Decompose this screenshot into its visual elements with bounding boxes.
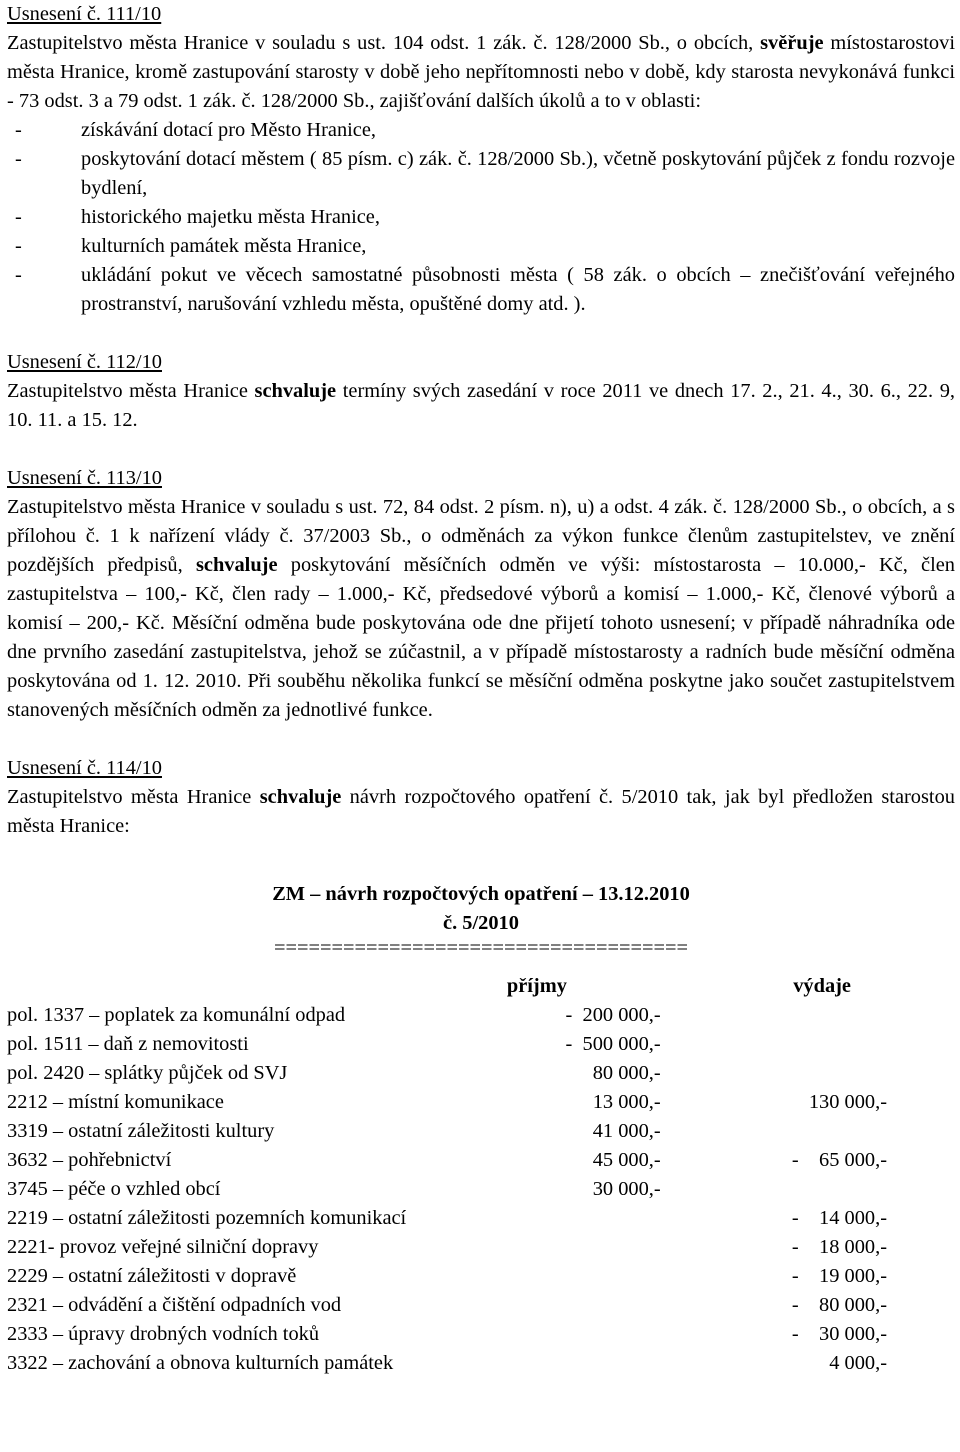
budget-item-expense: - 80 000,- — [791, 1294, 887, 1316]
budget-item-expense: - 18 000,- — [791, 1236, 887, 1258]
resolution-text: Zastupitelstvo města Hranice — [7, 380, 255, 402]
resolution-heading: Usnesení č. 111/10 — [7, 3, 162, 25]
resolution-113 — [7, 464, 955, 725]
budget-item-income — [515, 1320, 661, 1349]
resolution-heading: Usnesení č. 113/10 — [7, 467, 162, 489]
budget-item-expense: 4 000,- — [829, 1352, 887, 1374]
list-item: - historického majetku města Hranice, — [7, 203, 955, 232]
column-header-income: příjmy — [506, 975, 567, 997]
budget-item-name: 3632 – pohřebnictví — [7, 1149, 172, 1171]
budget-item-name: 3322 – zachování a obnova kulturních památek — [7, 1352, 394, 1374]
budget-title-block — [7, 880, 955, 960]
resolution-text: Zastupitelstvo města Hranice v souladu s ust. 104 odst. 1 zák. č. 128/2000 Sb., o obcích, — [7, 32, 754, 54]
budget-item-income — [515, 1349, 661, 1378]
budget-item-income: - 500 000,- — [565, 1033, 661, 1055]
budget-item-income — [515, 1291, 661, 1320]
budget-item-expense: - 14 000,- — [791, 1207, 887, 1229]
table-row — [7, 1146, 887, 1175]
budget-item-name: 2333 – úpravy drobných vodních toků — [7, 1323, 320, 1345]
budget-item-expense: - 65 000,- — [791, 1149, 887, 1171]
table-row — [7, 1059, 887, 1088]
budget-item-name: 3745 – péče o vzhled obcí — [7, 1178, 221, 1200]
resolution-112 — [7, 348, 955, 435]
budget-header-row — [7, 972, 887, 1001]
responsibility-list — [7, 116, 955, 319]
resolution-heading: Usnesení č. 112/10 — [7, 351, 162, 373]
table-row — [7, 1320, 887, 1349]
resolution-body — [7, 29, 955, 116]
budget-item-expense: - 19 000,- — [791, 1265, 887, 1287]
resolution-text: místostarostovi města Hranice, kromě zastupování starosty v době jeho nepřítomnosti nebo v době, kdy starosta nevykonává funkci - 73 odst. 3 a 79 odst. 1 zák. č. 128/2000 Sb., zajišťování dalších úkolů a to v oblasti: — [7, 32, 955, 112]
resolution-114 — [7, 754, 955, 841]
column-header-expense: výdaje — [793, 975, 851, 997]
budget-item-income: 41 000,- — [592, 1120, 661, 1142]
spacer — [7, 725, 955, 754]
budget-number: č. 5/2010 — [443, 912, 519, 934]
resolution-text: termíny svých zasedání v roce 2011 ve dnech 17. 2., 21. 4., 30. 6., 22. 9, 10. 11. a 15. 12. — [7, 380, 955, 431]
budget-table — [7, 972, 887, 1378]
resolution-text: návrh rozpočtového opatření č. 5/2010 tak, jak byl předložen starostou města Hranice: — [7, 786, 955, 837]
table-row — [7, 1262, 887, 1291]
budget-item-name: pol. 1511 – daň z nemovitosti — [7, 1033, 249, 1055]
table-row — [7, 1088, 887, 1117]
budget-item-name: 2321 – odvádění a čištění odpadních vod — [7, 1294, 342, 1316]
budget-item-expense — [661, 1175, 887, 1204]
table-row — [7, 1291, 887, 1320]
budget-item-expense: - 30 000,- — [791, 1323, 887, 1345]
table-row — [7, 1117, 887, 1146]
budget-measure — [7, 880, 955, 1378]
budget-item-expense — [661, 1059, 887, 1088]
budget-item-name: 2229 – ostatní záležitosti v dopravě — [7, 1265, 297, 1287]
resolution-text: Zastupitelstvo města Hranice — [7, 786, 260, 808]
budget-item-income: 13 000,- — [592, 1091, 661, 1113]
table-row — [7, 1175, 887, 1204]
resolution-body — [7, 493, 955, 725]
table-row — [7, 1204, 887, 1233]
budget-item-name: 2212 – místní komunikace — [7, 1091, 224, 1113]
list-item: - kulturních památek města Hranice, — [7, 232, 955, 261]
budget-item-expense — [661, 1117, 887, 1146]
resolution-111 — [7, 0, 955, 319]
resolution-verb: schvaluje — [259, 786, 342, 808]
budget-item-name: 2221- provoz veřejné silniční dopravy — [7, 1236, 319, 1258]
list-item: - poskytování dotací městem ( 85 písm. c) zák. č. 128/2000 Sb.), včetně poskytování půjček z fondu rozvoje bydlení, — [7, 145, 955, 203]
resolution-text: poskytování měsíčních odměn ve výši: místostarosta – 10.000,- Kč, člen zastupitelstva – 100,- Kč, člen rady – 1.000,- Kč, předsedové výborů a komisí – 1.000,- Kč, členové výborů a komisí – 200,- Kč. Měsíční odměna bude poskytována ode dne přijetí tohoto usnesení; v případě náhradníka ode dne prvního zasedání zastupitelstva, jehož se zúčastnil, a v případě místostarosty a radních bude měsíční odměna poskytována od 1. 12. 2010. Při souběhu několika funkcí se měsíční odměna poskytne jako součet zastupitelstvem stanovených měsíčních odměn za jednotlivé funkce. — [7, 554, 956, 721]
budget-item-expense: 130 000,- — [808, 1091, 887, 1113]
document-page — [7, 0, 955, 1378]
budget-title: ZM – návrh rozpočtových opatření – 13.12.2010 — [272, 883, 690, 905]
budget-item-income — [515, 1204, 661, 1233]
budget-item-expense — [661, 1030, 887, 1059]
equals-rule: ==================================== — [274, 937, 688, 959]
budget-item-expense — [661, 1001, 887, 1030]
budget-item-income: 30 000,- — [592, 1178, 661, 1200]
resolution-body — [7, 377, 955, 435]
resolution-verb: schvaluje — [254, 380, 337, 402]
budget-item-name: 3319 – ostatní záležitosti kultury — [7, 1120, 275, 1142]
resolution-verb: svěřuje — [760, 32, 824, 54]
table-row — [7, 1349, 887, 1378]
budget-item-name: pol. 2420 – splátky půjček od SVJ — [7, 1062, 288, 1084]
budget-item-income — [515, 1233, 661, 1262]
budget-item-name: pol. 1337 – poplatek za komunální odpad — [7, 1004, 346, 1026]
budget-item-income: 80 000,- — [592, 1062, 661, 1084]
budget-item-income — [515, 1262, 661, 1291]
table-row — [7, 1233, 887, 1262]
budget-item-name: 2219 – ostatní záležitosti pozemních komunikací — [7, 1207, 407, 1229]
resolution-heading: Usnesení č. 114/10 — [7, 757, 162, 779]
budget-item-income: - 200 000,- — [565, 1004, 661, 1026]
budget-item-income: 45 000,- — [592, 1149, 661, 1171]
spacer — [7, 319, 955, 348]
resolution-text: Zastupitelstvo města Hranice v souladu s ust. 72, 84 odst. 2 písm. n), u) a odst. 4 zák. č. 128/2000 Sb., o obcích, a s přílohou č. 1 k nařízení vlády č. 37/2003 Sb., o odměnách za výkon funkce členům zastupitelstev, ve znění pozdějších předpisů, — [7, 496, 955, 576]
list-item: - ukládání pokut ve věcech samostatné působnosti města ( 58 zák. o obcích – znečišťování veřejného prostranství, narušování vzhledu města, opuštěné domy atd. ). — [7, 261, 955, 319]
resolution-verb: schvaluje — [195, 554, 278, 576]
table-row — [7, 1030, 887, 1059]
list-item: - získávání dotací pro Město Hranice, — [7, 116, 955, 145]
spacer — [7, 435, 955, 464]
resolution-body — [7, 783, 955, 841]
table-row — [7, 1001, 887, 1030]
